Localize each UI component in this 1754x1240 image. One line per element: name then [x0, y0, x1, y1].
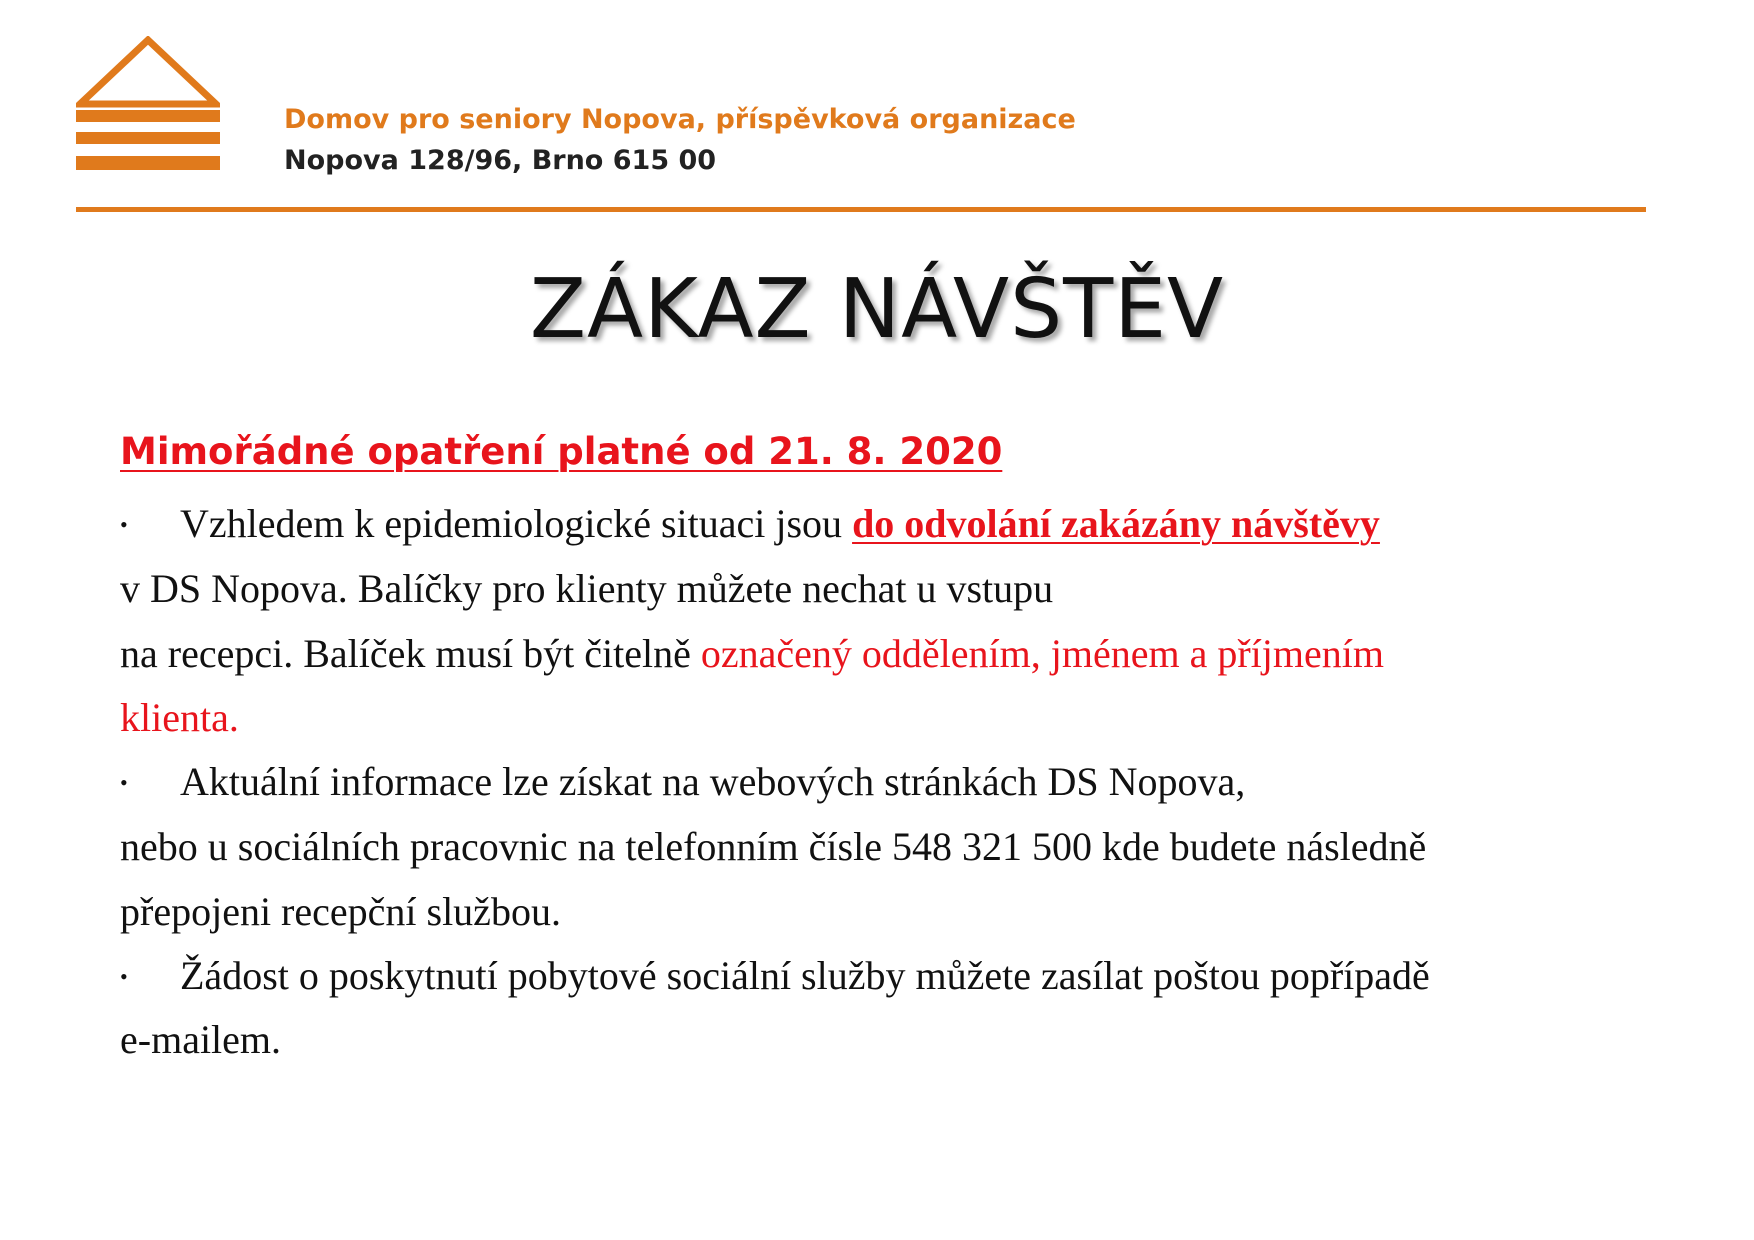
notice-subheading: Mimořádné opatření platné od 21. 8. 2020 [120, 430, 1003, 473]
bullet-2-line-1: Aktuální informace lze získat na webových stránkách DS Nopova, [180, 759, 1246, 804]
bullet-1-text: Vzhledem k epidemiologické situaci jsou [180, 501, 853, 546]
organization-name: Domov pro seniory Nopova, příspěvková organizace [284, 104, 1076, 135]
organization-address: Nopova 128/96, Brno 615 00 [284, 145, 717, 176]
bullet-2-line-2: nebo u sociálních pracovnic na telefonním čísle 548 321 500 kde budete následně [120, 824, 1427, 869]
bullet-marker: • [120, 770, 128, 795]
bullet-3-line-2: e-mailem. [120, 1017, 282, 1062]
page-title: ZÁKAZ NÁVŠTĚV [529, 262, 1225, 357]
bullet-3-line-1: Žádost o poskytnutí pobytové sociální služby můžete zasílat poštou popřípadě [180, 953, 1430, 998]
bullet-marker: • [120, 964, 128, 989]
visit-ban-highlight: do odvolání zakázány návštěvy [852, 501, 1380, 546]
bullet-1-line-3 [120, 630, 1384, 678]
house-stripes-icon [76, 36, 220, 178]
bullet-1-line-1 [180, 500, 1380, 548]
bullet-marker: • [120, 512, 128, 537]
bullet-1-line-4: klienta. [120, 695, 239, 740]
bullet-1-text: na recepci. Balíček musí být čitelně [120, 631, 701, 676]
bullet-1-line-2: v DS Nopova. Balíčky pro klienty můžete nechat u vstupu [120, 566, 1054, 611]
package-label-highlight: označený oddělením, jménem a příjmením [700, 631, 1384, 676]
header-divider [76, 207, 1646, 212]
bullet-2-line-3: přepojeni recepční službou. [120, 889, 561, 934]
